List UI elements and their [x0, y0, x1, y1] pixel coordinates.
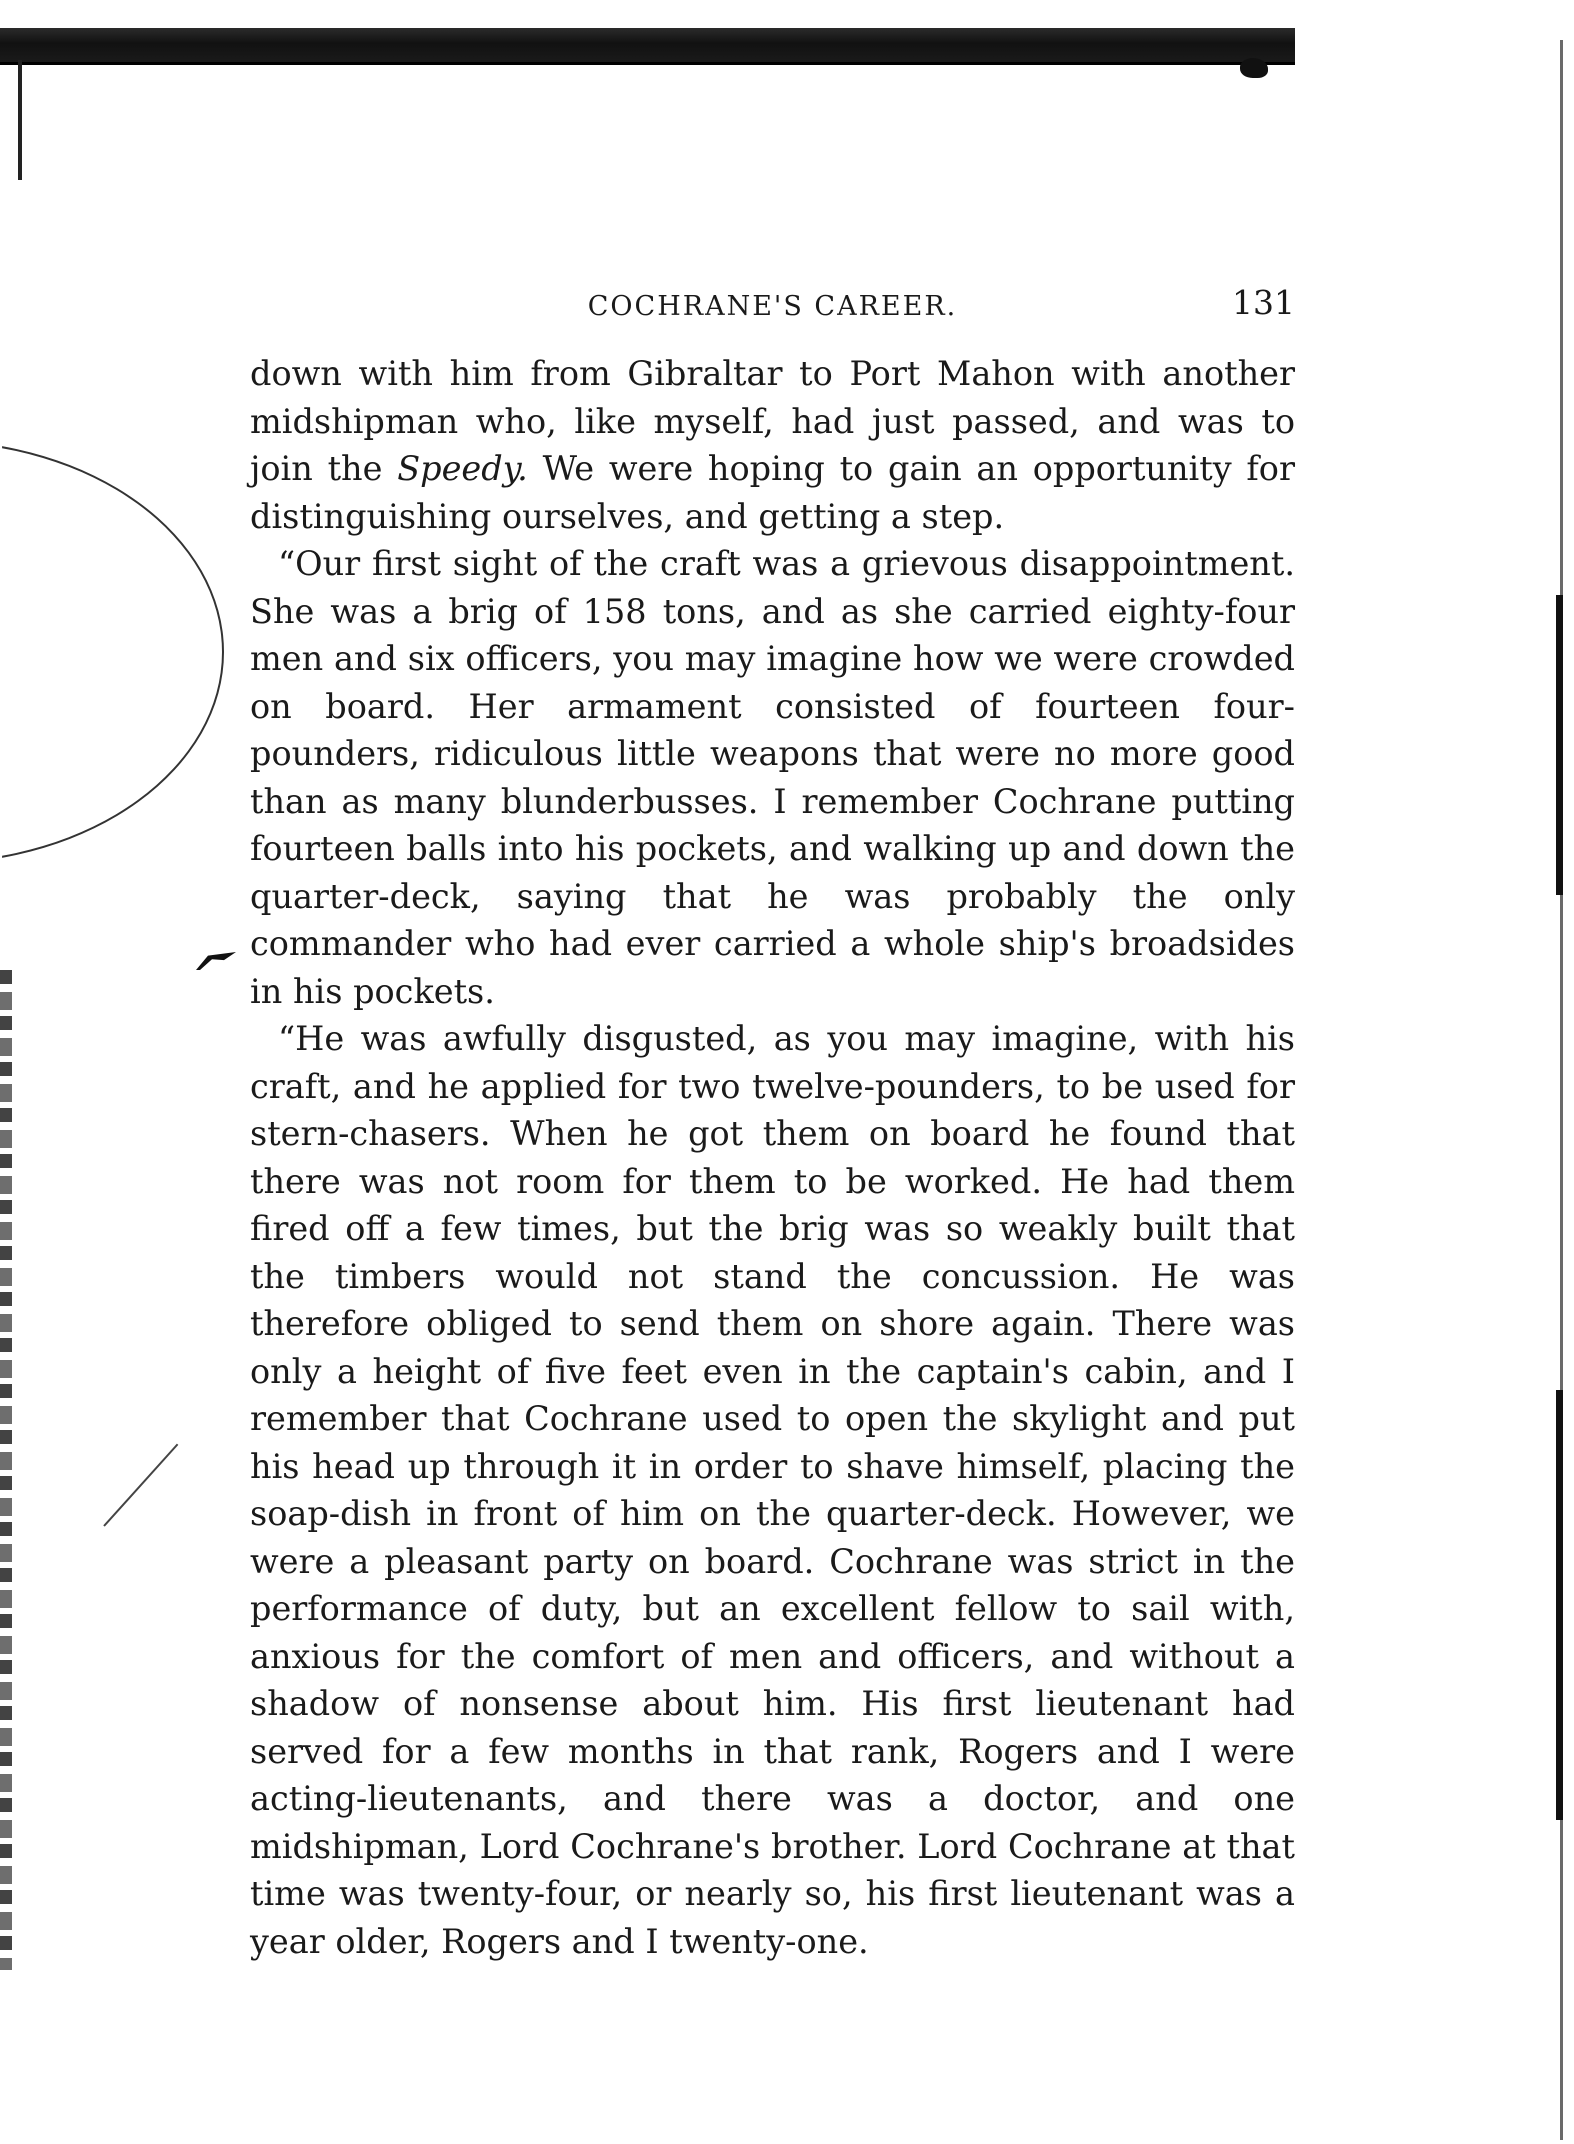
paragraph-1-start: down with him from Gibraltar to Port Mahon with another midshipman who, like myself, had just passed, and was to join the	[250, 354, 1295, 488]
scan-right-edge-shadow-lower	[1556, 1390, 1563, 1820]
scan-right-edge-shadow-upper	[1556, 595, 1563, 895]
body-text	[250, 350, 1295, 1965]
scan-top-edge-shadow	[0, 28, 1295, 65]
scan-right-edge	[1560, 40, 1563, 2140]
paragraph-2: “Our first sight of the craft was a grievous disappointment. She was a brig of 158 tons, and as she carried eighty-four men and six officers, you may imagine how we were crowded on board. Her armament consisted of fourteen four-pounders, ridiculous little weapons that were no more good than as many blunderbusses. I remember Cochrane putting fourteen balls into his pockets, and walking up and down the quarter-deck, saying that he was probably the only commander who had ever carried a whole ship's broadsides in his pockets.	[250, 544, 1295, 1011]
paragraph-1-end: We were hoping to gain an opportunity for distinguishing ourselves, and getting a step.	[250, 449, 1295, 536]
ship-name-italic: Speedy.	[397, 449, 528, 488]
page-header	[250, 283, 1295, 333]
scan-left-edge-binding	[0, 970, 12, 1970]
scan-edge-mark	[18, 60, 22, 180]
ink-blot	[1240, 58, 1268, 78]
paragraph-3: “He was awfully disgusted, as you may imagine, with his craft, and he applied for two twelve-pounders, to be used for stern-chasers. When he got them on board he found that there was not room for them to be worked. He had them fired off a few times, but the brig was so weakly built that the timbers would not stand the concussion. He was therefore obliged to send them on shore again. There was only a height of five feet even in the captain's cabin, and I remember that Cochrane used to open the skylight and put his head up through it in order to shave himself, placing the soap-dish in front of him on the quarter-deck. However, we were a pleasant party on board. Cochrane was strict in the performance of duty, but an excellent fellow to sail with, anxious for the comfort of men and officers, and without a shadow of nonsense about him. His first lieutenant had served for a few months in that rank, Rogers and I were acting-lieutenants, and there was a doctor, and one midshipman, Lord Cochrane's brother. Lord Cochrane at that time was twenty-four, or nearly so, his first lieutenant was a year older, Rogers and I twenty-one.	[250, 1019, 1295, 1961]
paragraph-1	[250, 350, 1295, 540]
pen-stroke-mark	[196, 952, 236, 970]
running-head: COCHRANE'S CAREER.	[587, 291, 958, 322]
pencil-arc-mark	[0, 440, 224, 864]
pencil-slash-mark	[103, 1444, 178, 1527]
page-number: 131	[1232, 283, 1295, 322]
